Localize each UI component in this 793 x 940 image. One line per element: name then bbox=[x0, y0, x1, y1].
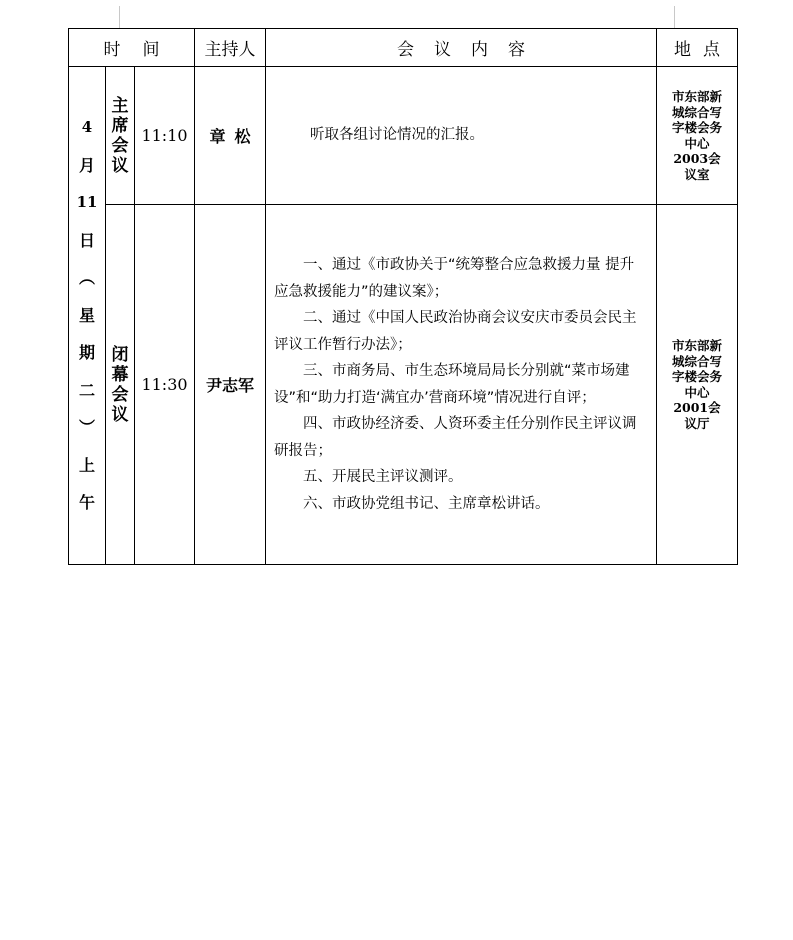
session-row-1 bbox=[69, 67, 738, 205]
content-line: 四、市政协经济委、人资环委主任分别作民主评议调研报告； bbox=[274, 416, 637, 459]
date-char: 上 bbox=[78, 455, 95, 475]
place-line: 议室 bbox=[684, 166, 710, 182]
header-row bbox=[69, 29, 738, 67]
session-row-2 bbox=[69, 205, 738, 565]
session-name-char: 席 bbox=[111, 115, 129, 136]
date-char: 月 bbox=[78, 155, 95, 175]
date-char: 星 bbox=[78, 305, 95, 325]
place-line: 城综合写 bbox=[671, 104, 722, 120]
place-line: 2001会 bbox=[673, 400, 721, 415]
session-name-char: 议 bbox=[111, 404, 129, 425]
content-line: 六、市政协党组书记、主席章松讲话。 bbox=[303, 495, 550, 512]
session-name-char: 闭 bbox=[111, 344, 129, 365]
header-place: 地点 bbox=[657, 29, 738, 67]
session-place-1 bbox=[657, 67, 738, 205]
date-vertical-text bbox=[69, 109, 105, 522]
header-content: 会议内容 bbox=[266, 29, 657, 67]
session-name-char: 幕 bbox=[111, 364, 129, 385]
session-name-char: 主 bbox=[111, 95, 129, 116]
date-char: 期 bbox=[78, 343, 95, 363]
session-host-2: 尹志军 bbox=[195, 205, 266, 565]
crop-mark-right bbox=[674, 6, 675, 28]
header-time bbox=[69, 29, 195, 67]
date-char: 日 bbox=[78, 230, 95, 250]
place-line: 中心 bbox=[684, 384, 710, 400]
place-line: 中心 bbox=[684, 135, 710, 151]
session-content-2 bbox=[266, 205, 657, 565]
meeting-schedule-table bbox=[68, 28, 738, 565]
date-char: ︵ bbox=[78, 268, 95, 288]
date-char: 午 bbox=[78, 493, 95, 513]
date-char: 11 bbox=[76, 193, 98, 212]
session-place-2 bbox=[657, 205, 738, 565]
session-time-2: 11:30 bbox=[135, 205, 195, 565]
session-name-2 bbox=[106, 205, 135, 565]
content-line: 一、通过《市政协关于“统筹整合应急救援力量 提升应急救援能力”的建议案》； bbox=[274, 257, 635, 300]
session-name-char: 会 bbox=[111, 384, 129, 405]
place-line: 字楼会务 bbox=[671, 369, 722, 384]
place-line: 议厅 bbox=[684, 415, 710, 431]
date-char: 二 bbox=[78, 380, 95, 400]
header-host: 主持人 bbox=[195, 29, 266, 67]
content-line: 听取各组讨论情况的汇报。 bbox=[310, 127, 484, 144]
place-line: 市东部新 bbox=[671, 338, 722, 353]
session-name-1 bbox=[106, 67, 135, 205]
place-line: 城综合写 bbox=[671, 353, 722, 369]
session-name-char: 会 bbox=[111, 135, 129, 156]
header-time-char-2: 间 bbox=[142, 40, 160, 60]
crop-mark-left bbox=[119, 6, 120, 28]
place-line: 市东部新 bbox=[671, 89, 722, 104]
header-time-char-1: 时 bbox=[103, 40, 121, 60]
place-line: 字楼会务 bbox=[671, 120, 722, 135]
session-host-1: 章松 bbox=[195, 67, 266, 205]
content-line: 二、通过《中国人民政治协商会议安庆市委员会民主评议工作暂行办法》； bbox=[274, 310, 637, 353]
session-name-char: 议 bbox=[111, 155, 129, 176]
content-line: 五、开展民主评议测评。 bbox=[303, 469, 463, 485]
date-cell bbox=[69, 67, 106, 565]
date-char: 4 bbox=[81, 118, 93, 137]
session-time-1: 11:10 bbox=[135, 67, 195, 205]
date-char: ︶ bbox=[78, 418, 95, 438]
content-line: 三、市商务局、市生态环境局局长分别就“菜市场建设”和“助力打造‘满宜办’营商环境”情况进行自评； bbox=[274, 363, 630, 406]
session-content-1 bbox=[266, 67, 657, 205]
place-line: 2003会 bbox=[673, 151, 721, 166]
